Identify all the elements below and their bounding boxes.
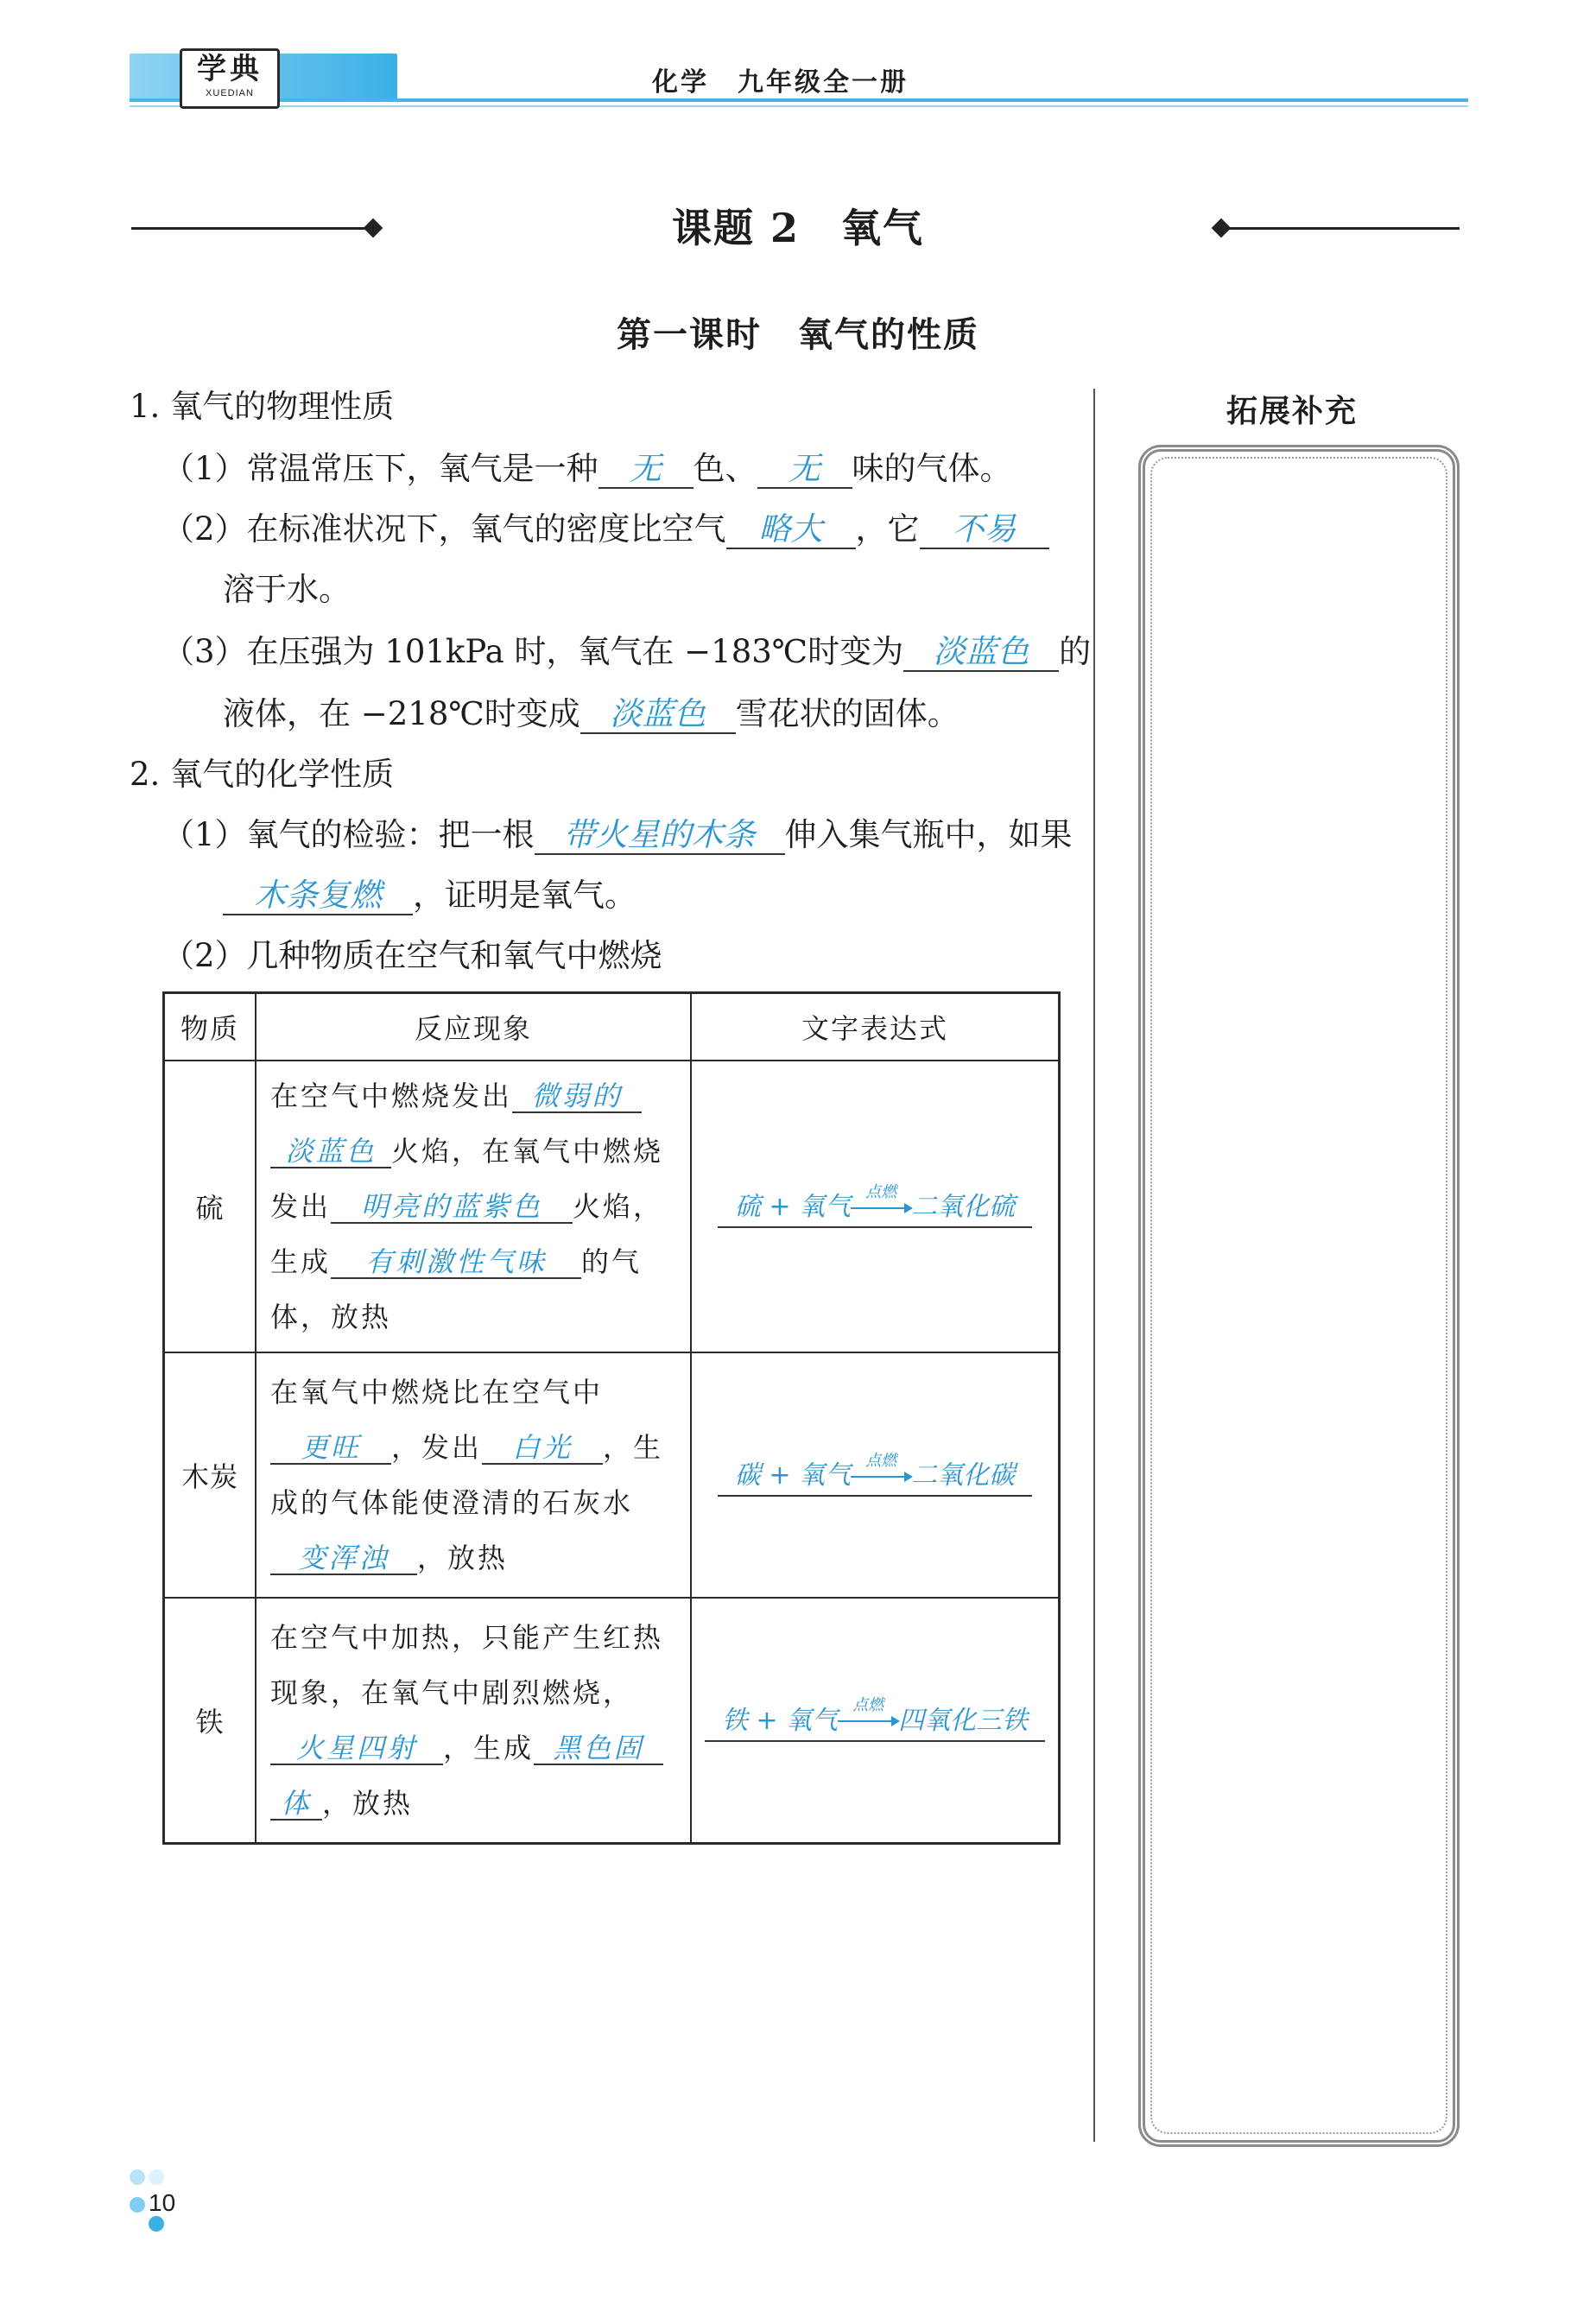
reaction-condition: 点燃 <box>852 1696 884 1715</box>
logo-english: XUEDIAN <box>206 88 254 98</box>
dot-icon <box>149 2169 164 2185</box>
substance-cell: 硫 <box>164 1061 256 1352</box>
section-heading: 1. 氧气的物理性质 <box>130 388 395 425</box>
header-rule <box>130 98 1468 102</box>
reactants: 硫 + 氧气 <box>734 1192 852 1222</box>
question-text: 雪花状的固体。 <box>735 695 960 732</box>
product: 四氧化三铁 <box>898 1705 1029 1736</box>
answer-blank: 体 <box>270 1789 322 1821</box>
cell-text: 在氧气中燃烧比在空气中 <box>270 1376 604 1409</box>
question-text: 味的气体。 <box>852 450 1012 487</box>
question-text: 溶于水。 <box>223 571 351 608</box>
expression-cell <box>691 1061 1060 1352</box>
answer-blank: 略大 <box>726 512 856 549</box>
substance-cell: 铁 <box>164 1598 256 1843</box>
answer-blank: 微弱的 <box>512 1081 642 1113</box>
lesson-subtitle: 第一课时 氧气的性质 <box>617 315 979 355</box>
header-rule-thin <box>130 105 1468 107</box>
answer-blank: 淡蓝色 <box>270 1137 391 1168</box>
answer-blank: 淡蓝色 <box>580 697 736 734</box>
question-text: （1）氧气的检验：把一根 <box>162 816 535 853</box>
reaction-condition: 点燃 <box>865 1451 897 1470</box>
table-row <box>164 1061 1060 1352</box>
question-text: （2）在标准状况下，氧气的密度比空气 <box>162 510 726 548</box>
reaction-arrow-icon <box>851 1182 911 1209</box>
cell-text: 的气 <box>581 1245 643 1278</box>
logo-chinese: 学典 <box>197 52 263 86</box>
answer-blank: 变浑浊 <box>270 1543 417 1575</box>
question-text: （1）常温常压下，氧气是一种 <box>162 450 598 487</box>
cell-text: 生成 <box>270 1245 332 1278</box>
combustion-table <box>162 991 1061 1845</box>
answer-blank: 带火星的木条 <box>535 818 785 855</box>
sidebar-title: 拓展补充 <box>1226 394 1358 429</box>
answer-blank: 木条复燃 <box>223 878 413 915</box>
question-text: ，它 <box>855 510 920 548</box>
table-header-row <box>164 993 1060 1061</box>
question-line <box>162 814 1073 857</box>
cell-text: 火焰，在氧气中燃烧 <box>391 1135 664 1168</box>
cell-text: ，生成 <box>443 1731 535 1764</box>
answer-blank: 更旺 <box>270 1433 391 1465</box>
answer-blank: 明亮的蓝紫色 <box>331 1192 573 1224</box>
question-line <box>162 508 1049 551</box>
word-equation <box>705 1696 1045 1742</box>
question-text: ，证明是氧气。 <box>413 877 636 914</box>
cell-text: 现象，在氧气中剧烈燃烧， <box>270 1675 634 1709</box>
dot-icon <box>130 2169 145 2185</box>
answer-blank: 白光 <box>482 1433 603 1465</box>
cell-text: 体，放热 <box>270 1301 392 1333</box>
phenomenon-cell <box>256 1352 691 1598</box>
product: 二氧化硫 <box>911 1192 1016 1222</box>
notes-box-inner <box>1150 457 1447 2134</box>
phenomenon-cell <box>256 1061 691 1352</box>
question-text: 液体，在 −218℃时变成 <box>223 695 580 732</box>
cell-text: 成的气体能使澄清的石灰水 <box>270 1486 634 1519</box>
subject-label: 化学 九年级全一册 <box>652 67 909 98</box>
answer-blank: 黑色固 <box>534 1733 663 1765</box>
question-text: （2）几种物质在空气和氧气中燃烧 <box>162 937 662 974</box>
expression-cell <box>691 1352 1060 1598</box>
phenomenon-cell <box>256 1598 691 1843</box>
dot-icon <box>149 2216 164 2232</box>
answer-blank: 不易 <box>920 512 1049 549</box>
answer-blank: 有刺激性气味 <box>331 1247 581 1279</box>
table-row <box>164 1352 1060 1598</box>
question-text: （3）在压强为 101kPa 时，氧气在 −183℃时变为 <box>162 633 904 670</box>
reactants: 铁 + 氧气 <box>721 1705 839 1736</box>
cell-text: 火焰， <box>573 1190 664 1223</box>
column-divider <box>1093 389 1095 2142</box>
reaction-condition: 点燃 <box>865 1182 897 1201</box>
expression-cell <box>691 1598 1060 1843</box>
answer-blank: 无 <box>757 452 852 489</box>
word-equation <box>718 1182 1032 1228</box>
cell-text: ，发出 <box>391 1431 483 1464</box>
question-line <box>162 447 1012 491</box>
answer-blank: 淡蓝色 <box>903 635 1059 672</box>
question-text: 色、 <box>693 450 757 487</box>
substance-cell: 木炭 <box>164 1352 256 1598</box>
word-equation <box>718 1453 1032 1497</box>
question-line <box>223 693 960 736</box>
brand-logo <box>180 48 280 109</box>
header-substance: 物质 <box>164 993 256 1061</box>
reaction-arrow-icon <box>851 1451 911 1478</box>
header-expression: 文字表达式 <box>691 993 1060 1061</box>
reaction-arrow-icon <box>838 1696 898 1722</box>
answer-blank: 火星四射 <box>270 1733 443 1765</box>
product: 二氧化碳 <box>911 1460 1016 1491</box>
section-heading: 2. 氧气的化学性质 <box>130 756 395 793</box>
cell-text: ，生 <box>603 1431 664 1464</box>
cell-text: 发出 <box>270 1190 332 1223</box>
cell-text: ，放热 <box>417 1542 509 1574</box>
cell-text: 在空气中燃烧发出 <box>270 1080 513 1112</box>
reactants: 碳 + 氧气 <box>734 1460 852 1491</box>
question-text: 伸入集气瓶中，如果 <box>784 816 1073 853</box>
table-row <box>164 1598 1060 1843</box>
question-line <box>162 630 1091 674</box>
question-line <box>223 874 636 917</box>
dot-icon <box>130 2197 145 2213</box>
cell-text: ，放热 <box>322 1786 414 1820</box>
page-title: 课题 2 氧气 <box>671 205 925 251</box>
question-text: 的 <box>1059 633 1092 670</box>
page-number: 10 <box>149 2189 176 2216</box>
header-phenomenon: 反应现象 <box>256 993 691 1061</box>
cell-text: 在空气中加热，只能产生红热 <box>270 1620 664 1654</box>
answer-blank: 无 <box>598 452 694 489</box>
